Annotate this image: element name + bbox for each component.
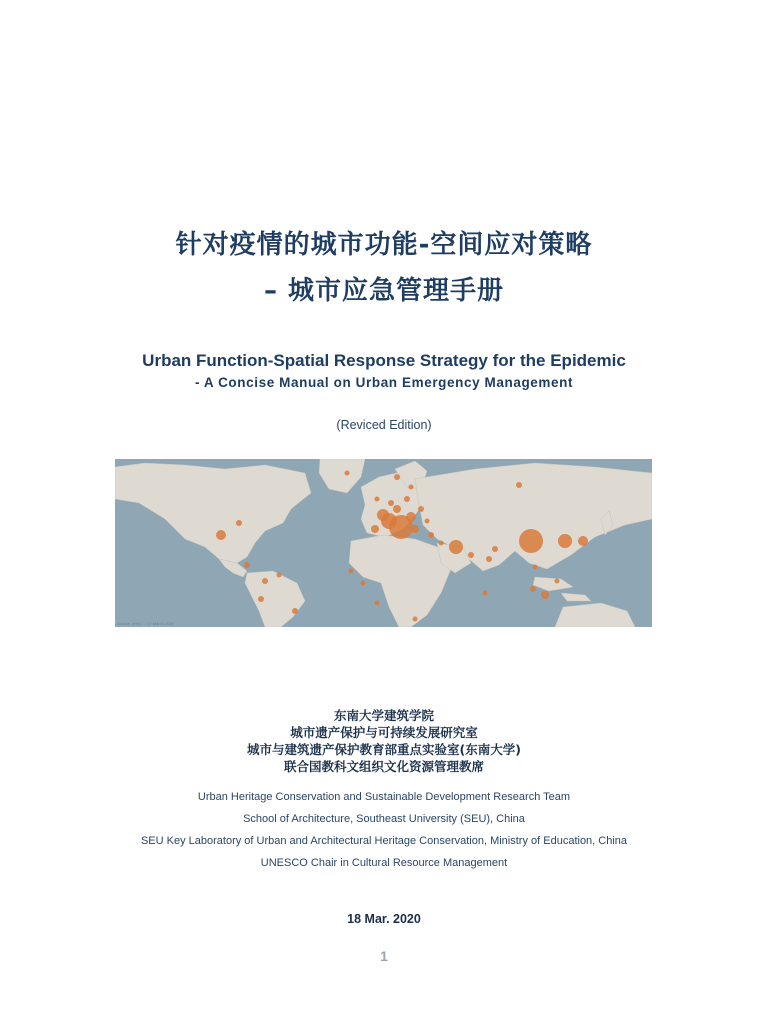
marker xyxy=(492,546,498,552)
marker xyxy=(345,471,350,476)
world-map-svg xyxy=(115,459,652,627)
map-credit: Source: WHO ... 17 March 2020 xyxy=(117,621,174,626)
marker xyxy=(394,474,400,480)
title-chinese-line2: – 城市应急管理手册 xyxy=(263,276,505,306)
institution-zh-1: 东南大学建筑学院 xyxy=(333,708,434,723)
marker xyxy=(530,586,536,592)
title-english: Urban Function-Spatial Response Strategy for the Epidemic xyxy=(142,351,626,370)
marker xyxy=(216,530,226,540)
marker xyxy=(292,608,298,614)
marker xyxy=(349,569,354,574)
marker xyxy=(277,573,282,578)
marker xyxy=(555,579,560,584)
subtitle-english: - A Concise Manual on Urban Emergency Management xyxy=(194,375,574,390)
institution-zh-3: 城市与建筑遗产保护教育部重点实验室(东南大学) xyxy=(247,742,521,757)
marker xyxy=(375,601,380,606)
marker xyxy=(428,532,434,538)
title-chinese-line1: 针对疫情的城市功能-空间应对策略 xyxy=(175,230,593,260)
marker xyxy=(413,617,418,622)
marker xyxy=(404,496,410,502)
marker xyxy=(262,578,268,584)
marker xyxy=(418,506,424,512)
marker xyxy=(468,552,474,558)
marker xyxy=(519,529,543,553)
marker xyxy=(244,562,250,568)
marker xyxy=(541,591,549,599)
marker xyxy=(449,540,463,554)
institution-zh-2: 城市遗产保护与可持续发展研究室 xyxy=(290,725,478,740)
marker xyxy=(439,541,444,546)
marker xyxy=(371,525,379,533)
publication-date: 18 Mar. 2020 xyxy=(347,912,421,926)
marker xyxy=(483,591,488,596)
marker xyxy=(516,482,522,488)
marker xyxy=(388,500,394,506)
institution-en-2: School of Architecture, Southeast University (SEU), China xyxy=(243,813,525,825)
marker xyxy=(558,534,572,548)
marker xyxy=(425,519,430,524)
marker xyxy=(533,565,538,570)
world-map-figure xyxy=(115,459,652,627)
marker xyxy=(409,485,414,490)
institution-en-1: Urban Heritage Conservation and Sustainable Development Research Team xyxy=(197,791,571,803)
marker xyxy=(486,556,492,562)
marker xyxy=(578,536,588,546)
marker xyxy=(375,497,380,502)
marker xyxy=(393,505,401,513)
marker xyxy=(411,525,419,533)
institution-en-3: SEU Key Laboratory of Urban and Architectural Heritage Conservation, Ministry of Education, China xyxy=(140,835,628,847)
institution-zh-4: 联合国教科文组织文化资源管理教席 xyxy=(283,759,484,774)
marker xyxy=(236,520,242,526)
marker xyxy=(361,581,366,586)
institution-en-4: UNESCO Chair in Cultural Resource Management xyxy=(260,857,508,869)
page-number: 1 xyxy=(380,948,388,964)
edition-label: (Reviced Edition) xyxy=(336,418,432,432)
marker xyxy=(377,509,389,521)
marker xyxy=(406,512,416,522)
marker xyxy=(258,596,264,602)
